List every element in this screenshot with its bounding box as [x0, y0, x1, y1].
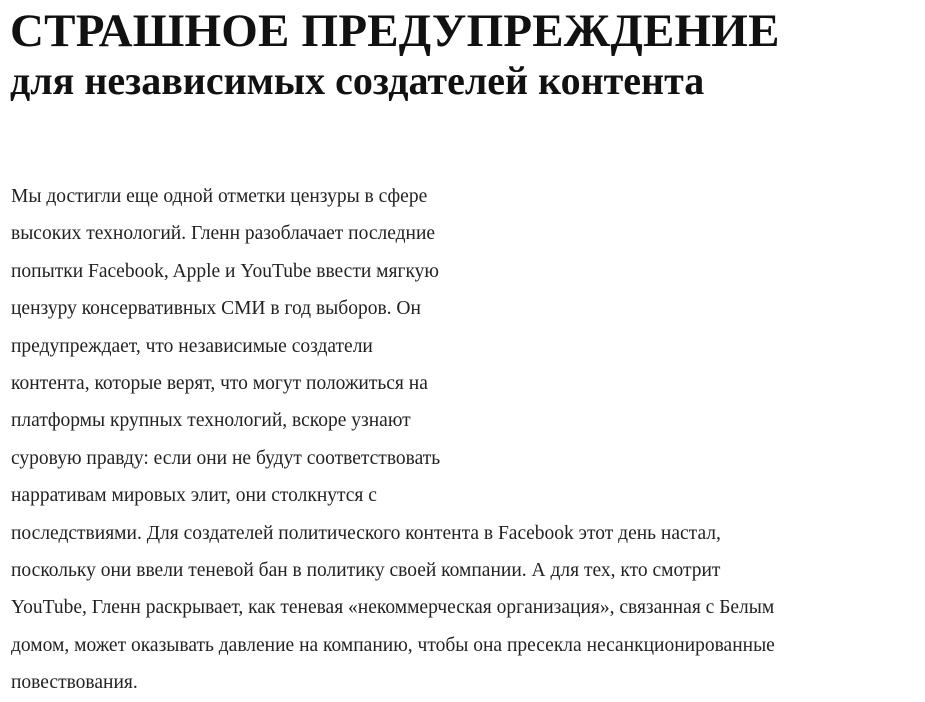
body-line: цензуру консервативных СМИ в год выборов. Он [11, 298, 421, 320]
body-line: последствиями. Для создателей политического контента в Facebook этот день настал, [11, 522, 721, 544]
body-line: нарративам мировых элит, они столкнутся с [11, 485, 377, 507]
article-body [11, 178, 916, 702]
article-headline [10, 5, 780, 103]
body-line: поскольку они ввели теневой бан в политику своей компании. А для тех, кто смотрит [11, 560, 721, 582]
body-line: Мы достигли еще одной отметки цензуры в сфере [11, 186, 428, 207]
body-line: попытки Facebook, Apple и YouTube ввести мягкую [11, 260, 439, 282]
body-line: YouTube, Гленн раскрывает, как теневая «некоммерческая организация», связанная с Белым [11, 597, 775, 619]
body-line: суровую правду: если они не будут соответствовать [11, 447, 441, 469]
headline-subtitle: для независимых создателей контента [10, 58, 705, 103]
body-line: повествования. [11, 672, 138, 694]
body-line: высоких технологий. Гленн разоблачает последние [11, 223, 436, 245]
body-line: предупреждает, что независимые создатели [11, 335, 373, 357]
body-line: контента, которые верят, что могут положиться на [11, 373, 428, 395]
body-line: платформы крупных технологий, вскоре узнают [11, 410, 411, 432]
body-line: домом, может оказывать давление на компанию, чтобы она пресекла несанкционированные [11, 634, 775, 656]
headline-main: СТРАШНОЕ ПРЕДУПРЕЖДЕНИЕ [10, 5, 780, 57]
